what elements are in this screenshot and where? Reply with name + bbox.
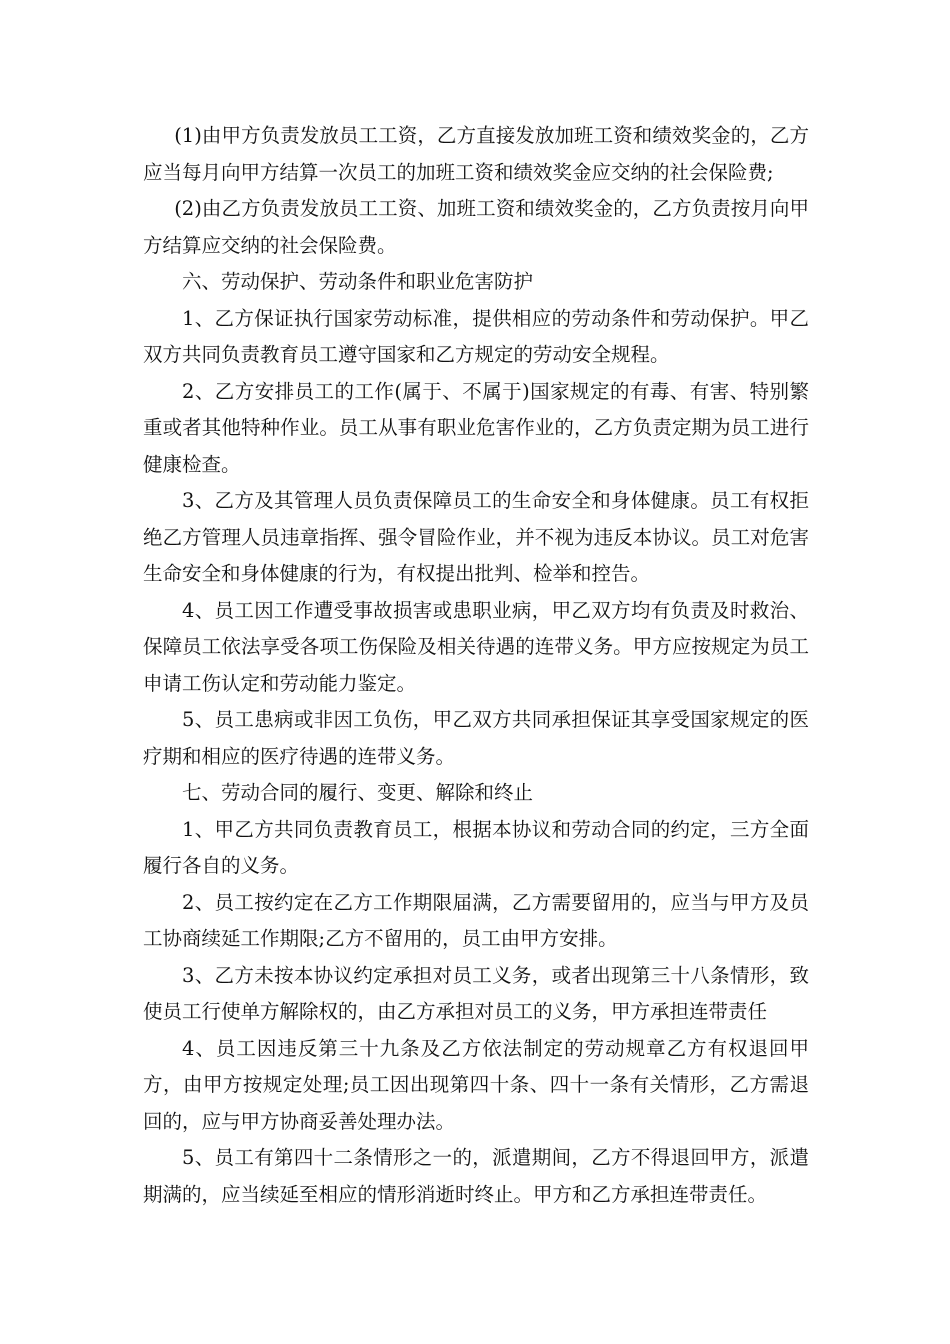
clause-paragraph: 2、乙方安排员工的工作(属于、不属于)国家规定的有毒、有害、特别繁重或者其他特种作业。员工从事有职业危害作业的，乙方负责定期为员工进行健康检查。 xyxy=(143,379,809,476)
document-body xyxy=(143,118,809,1213)
section-heading: 七、劳动合同的履行、变更、解除和终止 xyxy=(182,781,534,804)
section-heading: 六、劳动保护、劳动条件和职业危害防护 xyxy=(182,270,534,293)
clause-paragraph: 3、乙方及其管理人员负责保障员工的生命安全和身体健康。员工有权拒绝乙方管理人员违章指挥、强令冒险作业，并不视为违反本协议。员工对危害生命安全和身体健康的行为，有权提出批判、检举和控告。 xyxy=(143,489,809,585)
clause-paragraph: 1、乙方保证执行国家劳动标准，提供相应的劳动条件和劳动保护。甲乙双方共同负责教育员工遵守国家和乙方规定的劳动安全规程。 xyxy=(143,306,809,366)
clause-paragraph: 5、员工有第四十二条情形之一的，派遣期间，乙方不得退回甲方，派遣期满的，应当续延至相应的情形消逝时终止。甲方和乙方承担连带责任。 xyxy=(143,1146,809,1206)
clause-paragraph: 4、员工因工作遭受事故损害或患职业病，甲乙双方均有负责及时救治、保障员工依法享受各项工伤保险及相关待遇的连带义务。甲方应按规定为员工申请工伤认定和劳动能力鉴定。 xyxy=(143,598,809,695)
clause-paragraph: 1、甲乙方共同负责教育员工，根据本协议和劳动合同的约定，三方全面履行各自的义务。 xyxy=(143,817,809,877)
clause-paragraph: 2、员工按约定在乙方工作期限届满，乙方需要留用的，应当与甲方及员工协商续延工作期限;乙方不留用的，员工由甲方安排。 xyxy=(143,890,809,950)
clause-paragraph: 5、员工患病或非因工负伤，甲乙双方共同承担保证其享受国家规定的医疗期和相应的医疗待遇的连带义务。 xyxy=(143,708,809,768)
clause-paragraph: (1)由甲方负责发放员工工资，乙方直接发放加班工资和绩效奖金的，乙方应当每月向甲方结算一次员工的加班工资和绩效奖金应交纳的社会保险费; xyxy=(143,124,809,184)
clause-paragraph: (2)由乙方负责发放员工工资、加班工资和绩效奖金的，乙方负责按月向甲方结算应交纳的社会保险费。 xyxy=(143,197,809,257)
clause-paragraph: 3、乙方未按本协议约定承担对员工义务，或者出现第三十八条情形，致使员工行使单方解除权的，由乙方承担对员工的义务，甲方承担连带责任 xyxy=(143,963,809,1023)
clause-paragraph: 4、员工因违反第三十九条及乙方依法制定的劳动规章乙方有权退回甲方，由甲方按规定处理;员工因出现第四十条、四十一条有关情形，乙方需退回的，应与甲方协商妥善处理办法。 xyxy=(143,1036,809,1133)
